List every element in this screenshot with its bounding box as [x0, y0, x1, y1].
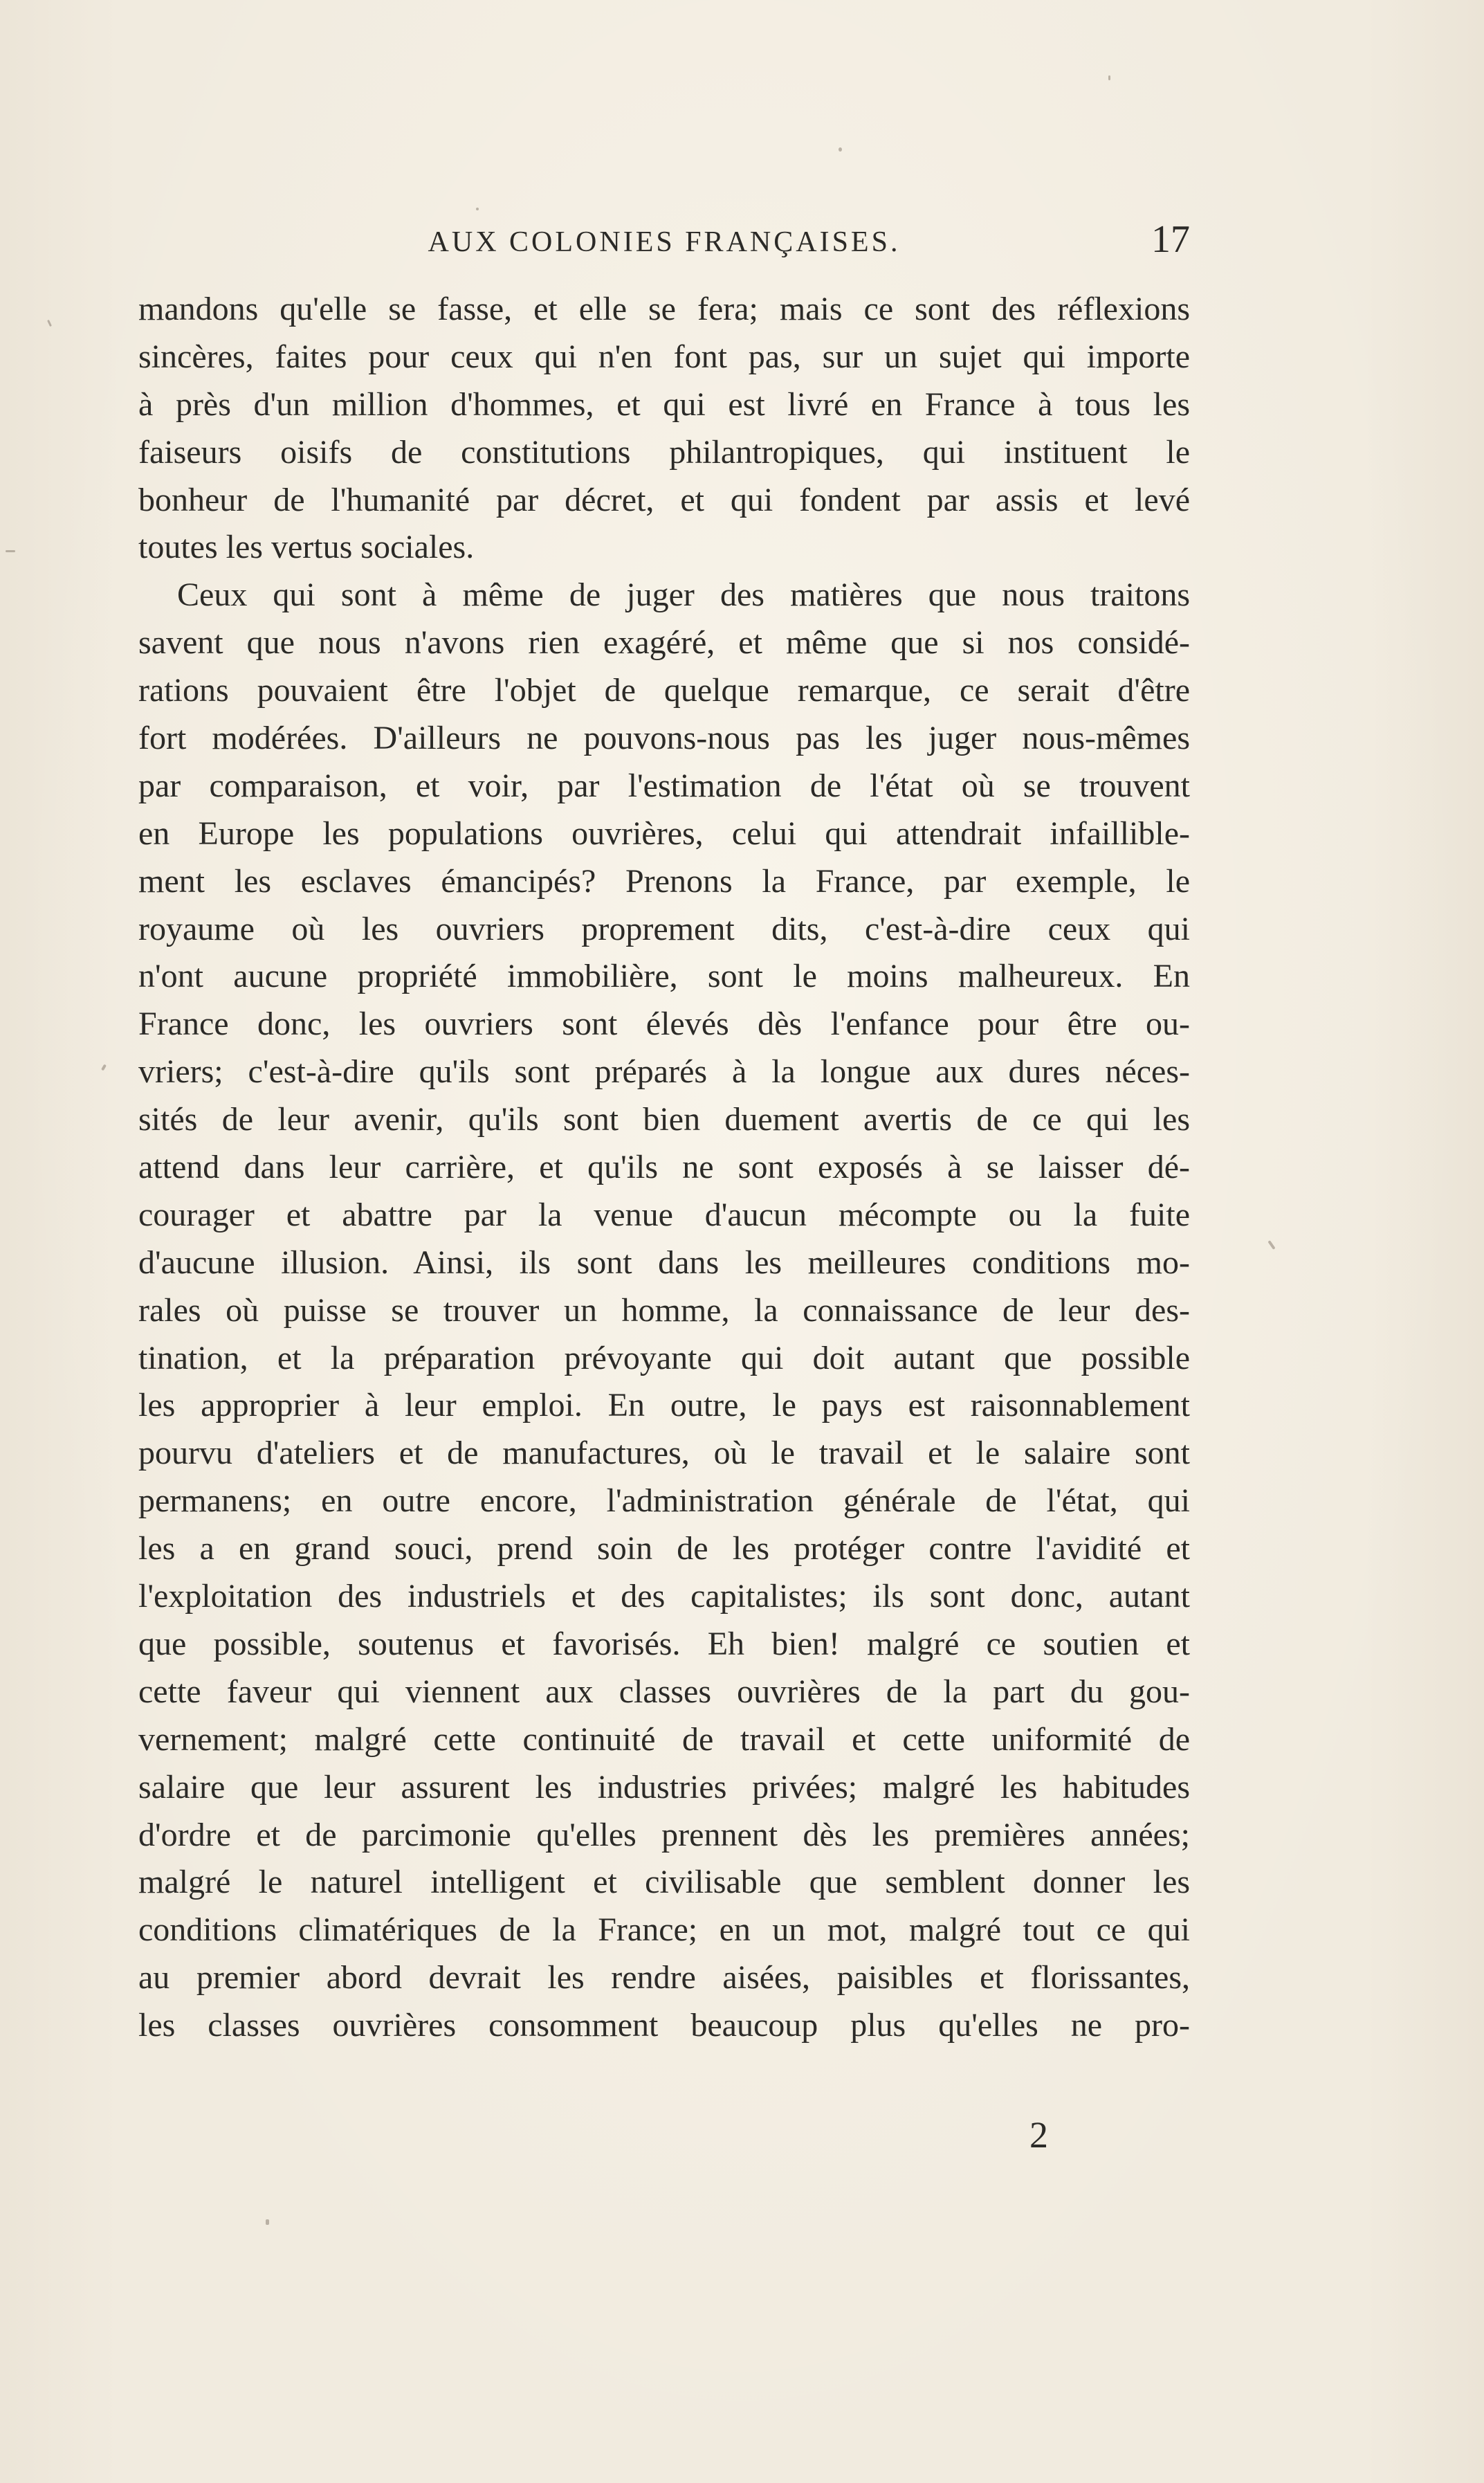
text-line: salaire que leur assurent les industries privées; malgré les habitudes — [138, 1768, 1190, 1806]
text-line: pourvu d'ateliers et de manufactures, où le travail et le salaire sont — [138, 1435, 1190, 1472]
text-line: malgré le naturel intelligent et civilisable que semblent donner les — [138, 1864, 1190, 1901]
paper-speck — [47, 320, 52, 327]
paragraph-start-line: Ceux qui sont à même de juger des matières que nous traitons — [177, 576, 1190, 614]
text-line: au premier abord devrait les rendre aisées, paisibles et florissantes, — [138, 1959, 1190, 1997]
text-line: fort modérées. D'ailleurs ne pouvons-nous pas les juger nous-mêmes — [138, 720, 1190, 757]
running-title: AUX COLONIES FRANÇAISES. — [428, 226, 901, 258]
paper-speck — [101, 1064, 107, 1071]
page-number: 17 — [1151, 218, 1190, 261]
text-line: rales où puisse se trouver un homme, la connaissance de leur des- — [138, 1291, 1190, 1329]
paper-speck — [1108, 75, 1110, 80]
text-line: à près d'un million d'hommes, et qui est livré en France à tous les — [138, 385, 1190, 423]
text-line: d'ordre et de parcimonie qu'elles prennent dès les premières années; — [138, 1816, 1190, 1853]
text-line: toutes les vertus sociales. — [138, 529, 475, 566]
text-line: mandons qu'elle se fasse, et elle se fera; mais ce sont des réflexions — [138, 291, 1190, 327]
text-line: faiseurs oisifs de constitutions philantropiques, qui instituent le — [138, 433, 1190, 471]
text-line: que possible, soutenus et favorisés. Eh bien! malgré ce soutien et — [138, 1625, 1190, 1662]
paper-speck — [476, 208, 479, 210]
text-line: sincères, faites pour ceux qui n'en font pas, sur un sujet qui importe — [138, 338, 1190, 375]
text-line: vriers; c'est-à-dire qu'ils sont préparés à la longue aux dures néces- — [138, 1053, 1190, 1091]
text-line: sités de leur avenir, qu'ils sont bien duement avertis de ce qui les — [138, 1101, 1190, 1138]
text-line: les classes ouvrières consomment beaucoup plus qu'elles ne pro- — [138, 2007, 1190, 2044]
text-line: savent que nous n'avons rien exagéré, et même que si nos considé- — [138, 624, 1190, 662]
body-text — [138, 286, 1190, 2050]
text-line: par comparaison, et voir, par l'estimation de l'état où se trouvent — [138, 767, 1190, 804]
text-line: d'aucune illusion. Ainsi, ils sont dans les meilleures conditions mo- — [138, 1244, 1190, 1281]
paper-speck — [266, 2219, 269, 2225]
paper-speck — [6, 550, 15, 552]
text-line: les approprier à leur emploi. En outre, le pays est raisonnablement — [138, 1387, 1190, 1424]
running-head — [138, 218, 1190, 263]
text-line: l'exploitation des industriels et des capitalistes; ils sont donc, autant — [138, 1578, 1190, 1615]
text-line: cette faveur qui viennent aux classes ouvrières de la part du gou- — [138, 1673, 1190, 1710]
text-line: courager et abattre par la venue d'aucun mécompte ou la fuite — [138, 1196, 1190, 1233]
text-line: les a en grand souci, prend soin de les protéger contre l'avidité et — [138, 1530, 1190, 1567]
text-line: rations pouvaient être l'objet de quelque remarque, ce serait d'être — [138, 672, 1190, 709]
text-line: attend dans leur carrière, et qu'ils ne sont exposés à se laisser dé- — [138, 1149, 1190, 1186]
paper-speck — [1267, 1240, 1275, 1250]
text-line: permanens; en outre encore, l'administration générale de l'état, qui — [138, 1482, 1190, 1520]
text-line: n'ont aucune propriété immobilière, sont le moins malheureux. En — [138, 958, 1190, 995]
text-line: bonheur de l'humanité par décret, et qui fondent par assis et levé — [138, 481, 1190, 518]
text-line: vernement; malgré cette continuité de travail et cette uniformité de — [138, 1720, 1190, 1758]
signature-mark: 2 — [1029, 2114, 1048, 2156]
text-line: tination, et la préparation prévoyante qui doit autant que possible — [138, 1339, 1190, 1376]
paper-speck — [839, 147, 842, 152]
text-line: royaume où les ouvriers proprement dits, c'est-à-dire ceux qui — [138, 910, 1190, 947]
text-line: en Europe les populations ouvrières, celui qui attendrait infaillible- — [138, 815, 1190, 852]
text-line: ment les esclaves émancipés? Prenons la France, par exemple, le — [138, 862, 1190, 900]
text-line: conditions climatériques de la France; en un mot, malgré tout ce qui — [138, 1911, 1190, 1949]
text-line: France donc, les ouvriers sont élevés dès l'enfance pour être ou- — [138, 1006, 1190, 1043]
